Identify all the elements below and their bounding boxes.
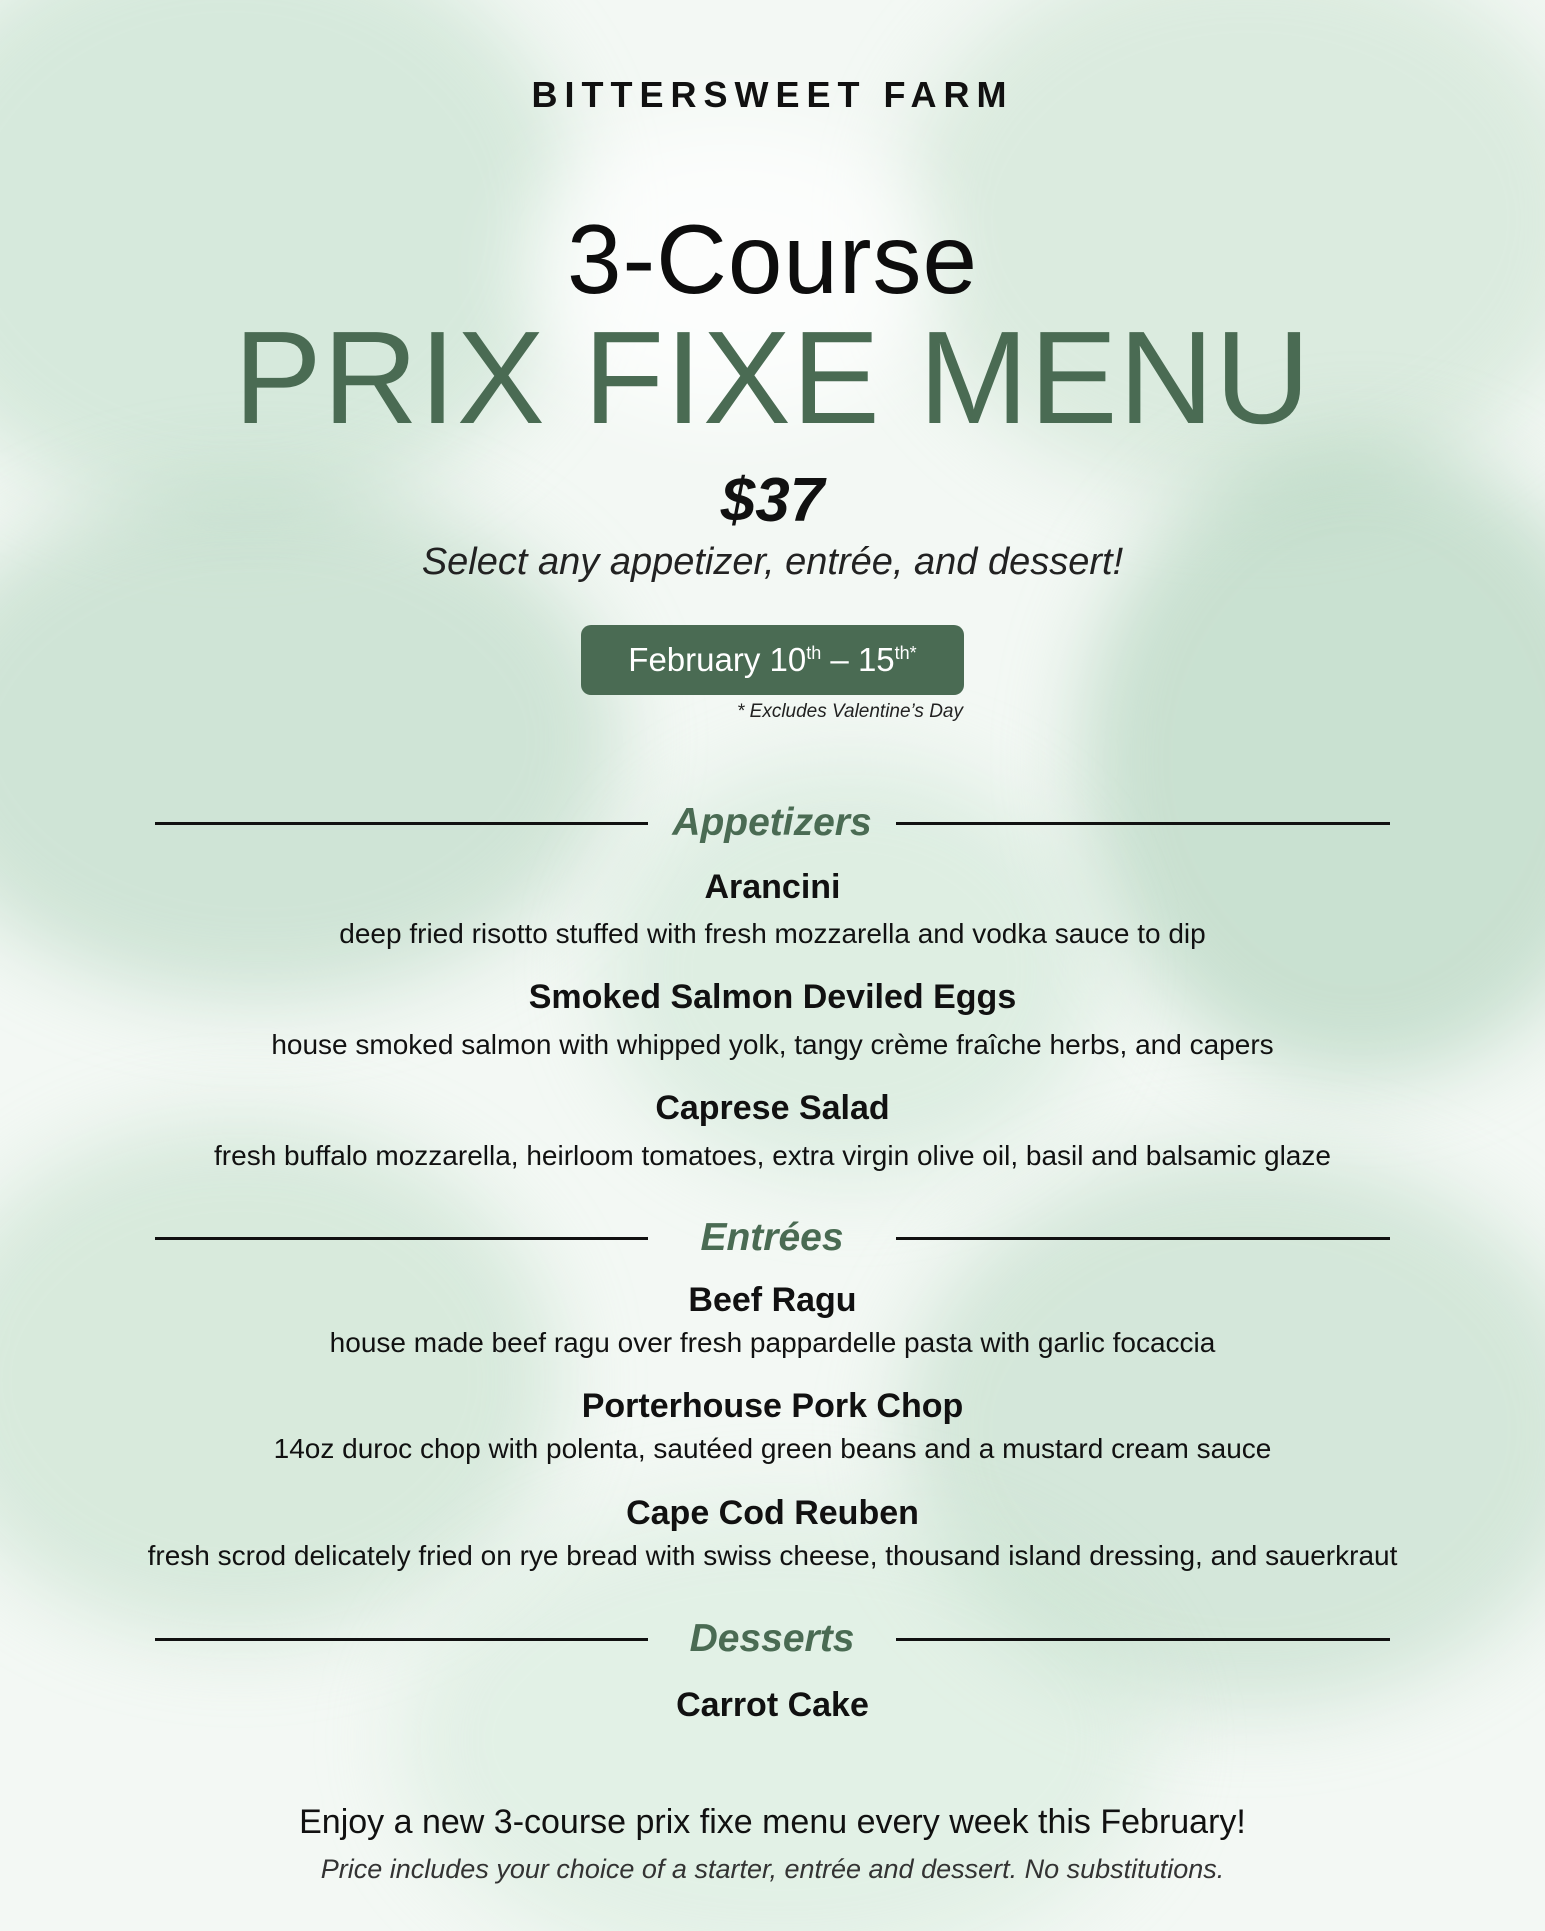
item-name: Caprese Salad [655,1089,890,1127]
section-title-appetizers: Appetizers [672,801,872,844]
menu-price: $37 [720,466,825,535]
item-description: house made beef ragu over fresh pappardelle pasta with garlic focaccia [329,1327,1216,1358]
date-end-suffix: th* [894,643,917,663]
heading-prix-fixe: PRIX FIXE MENU [233,304,1312,451]
divider-left [155,1237,648,1240]
item-description: 14oz duroc chop with polenta, sautéed green beans and a mustard cream sauce [273,1433,1272,1464]
item-name: Smoked Salmon Deviled Eggs [528,978,1017,1016]
section-header-appetizers [0,798,1545,848]
section-header-entrees [0,1213,1545,1263]
date-badge [581,625,964,695]
item-description: deep fried risotto stuffed with fresh mozzarella and vodka sauce to dip [339,918,1206,949]
date-start-suffix: th [806,643,822,663]
item-name: Arancini [704,868,841,906]
date-start: February 10 [628,641,807,678]
divider-left [155,1638,648,1641]
item-name: Carrot Cake [676,1686,869,1724]
divider-right [896,822,1390,825]
section-title-entrees: Entrées [700,1216,844,1259]
section-header-desserts [0,1614,1545,1664]
item-name: Porterhouse Pork Chop [581,1387,964,1425]
footer-note: Price includes your choice of a starter, entrée and dessert. No substitutions. [320,1854,1225,1884]
section-title-desserts: Desserts [689,1617,855,1660]
date-end: – 15 [821,641,895,678]
divider-right [896,1638,1390,1641]
item-name: Beef Ragu [688,1281,857,1319]
footer-message: Enjoy a new 3-course prix fixe menu every week this February! [299,1803,1246,1841]
exclusion-note: * Excludes Valentine’s Day [736,701,963,722]
brand-name: BITTERSWEET FARM [531,74,1014,115]
item-description: house smoked salmon with whipped yolk, tangy crème fraîche herbs, and capers [271,1029,1274,1060]
item-description: fresh scrod delicately fried on rye bread with swiss cheese, thousand island dressing, and sauerkraut [147,1540,1398,1571]
item-name: Cape Cod Reuben [626,1494,919,1532]
item-description: fresh buffalo mozzarella, heirloom tomatoes, extra virgin olive oil, basil and balsamic glaze [214,1140,1331,1171]
divider-right [896,1237,1390,1240]
tagline: Select any appetizer, entrée, and dessert! [421,541,1124,583]
divider-left [155,822,648,825]
heading-course: 3-Course [566,204,979,314]
